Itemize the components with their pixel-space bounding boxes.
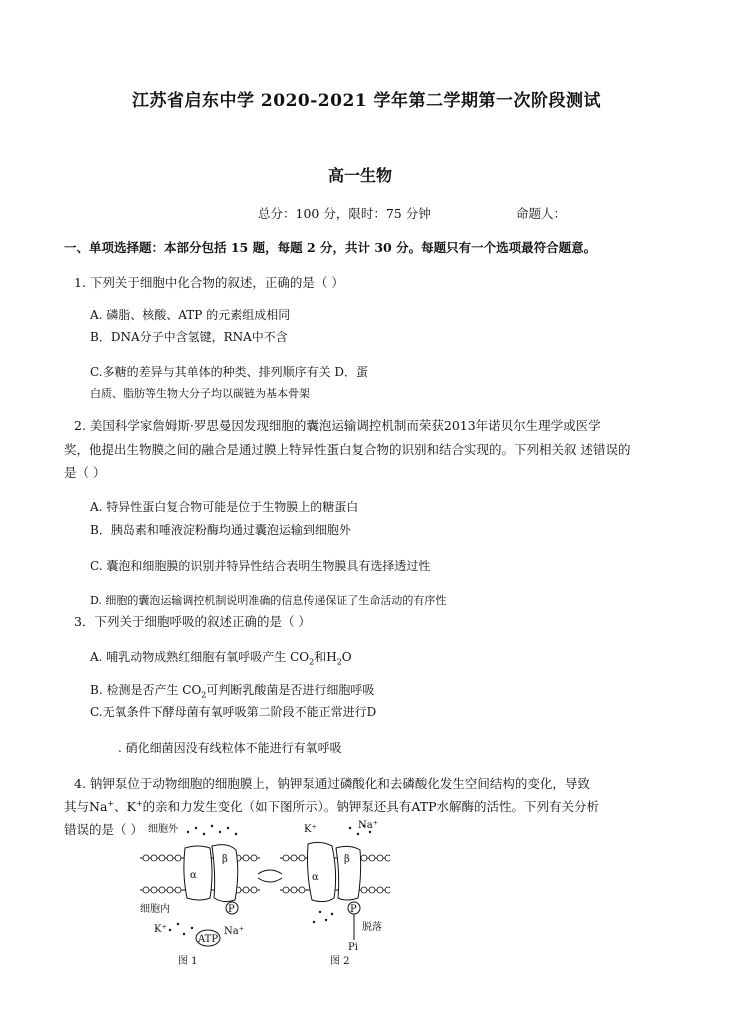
option-b: B．胰岛素和唾液淀粉酶均通过囊泡运输到细胞外	[90, 523, 351, 537]
option-d: . 硝化细菌因没有线粒体不能进行有氧呼吸	[118, 741, 342, 755]
section-heading: 一、单项选择题：本部分包括 15 题，每题 2 分，共计 30 分。每题只有一个选项最符合题意。	[64, 240, 597, 255]
figure-1-caption: 图 1	[178, 956, 198, 967]
option-a: A. 特异性蛋白复合物可能是位于生物膜上的糖蛋白	[90, 500, 359, 514]
fall-off-label: 脱落	[362, 922, 382, 933]
question-stem-line-3: 错误的是（ ）	[64, 822, 143, 837]
na-ion-label: Na⁺	[358, 820, 378, 831]
question-stem-line-1: 2. 美国科学家詹姆斯·罗思曼因发现细胞的囊泡运输调控机制而荣获2013年诺贝尔生理学或医学	[74, 418, 601, 433]
transition-arrow-icon	[258, 870, 282, 874]
option-d: D. 细胞的囊泡运输调控机制说明准确的信息传递保证了生命活动的有序性	[90, 594, 447, 607]
figure-2-caption: 图 2	[330, 956, 350, 967]
beta-label: β	[222, 854, 228, 865]
atp-label: ATP	[198, 934, 219, 945]
option-c: C.多糖的差异与其单体的种类、排列顺序有关 D．蛋	[90, 365, 369, 379]
question-stem-line-1: 4. 钠钾泵位于动物细胞的细胞膜上，钠钾泵通过磷酸化和去磷酸化发生空间结构的变化，导致	[74, 776, 590, 791]
alpha-label: α	[312, 872, 319, 883]
option-b: B. 检测是否产生 $CO_2$可判断乳酸菌是否进行细胞呼吸	[90, 683, 375, 700]
phosphate-label: P	[228, 904, 235, 915]
subject-title: 高一生物	[328, 166, 393, 185]
exam-title: 江苏省启东中学 2020-2021 学年第二学期第一次阶段测试	[132, 91, 602, 111]
pi-label: Pi	[348, 942, 358, 953]
k-ion-label: K⁺	[154, 924, 167, 935]
option-c: C. 囊泡和细胞膜的识别并特异性结合表明生物膜具有选择透过性	[90, 559, 431, 573]
option-c: C.无氧条件下酵母菌有氧呼吸第二阶段不能正常进行D	[90, 705, 377, 719]
question-stem-line-2: 奖，他提出生物膜之间的融合是通过膜上特异性蛋白复合物的识别和结合实现的。下列相关叙 述错误的	[64, 442, 631, 457]
transition-arrow-icon	[258, 878, 282, 882]
question-stem-line-2: 其与Na+、K+的亲和力发生变化（如下图所示）。钠钾泵还具有ATP水解酶的活性。下列有关分析	[64, 798, 599, 814]
alpha-label: α	[190, 870, 197, 881]
inside-label: 细胞内	[140, 904, 170, 915]
sodium-potassium-pump-figure	[140, 818, 390, 968]
k-ion-label: K⁺	[304, 824, 317, 835]
author-label: 命题人：	[516, 206, 567, 221]
outside-label: 细胞外	[148, 824, 178, 835]
beta-label: β	[344, 854, 350, 865]
phosphate-label: P	[350, 904, 357, 915]
option-a: A. 磷脂、核酸、ATP 的元素组成相同	[90, 308, 291, 322]
score-info: 总分：100 分，限时：75 分钟	[258, 206, 431, 221]
question-stem: 3．下列关于细胞呼吸的叙述正确的是（ ）	[74, 614, 311, 629]
option-b: B．DNA分子中含氢键，RNA中不含	[90, 330, 288, 344]
option-a: A. 哺乳动物成熟红细胞有氧呼吸产生 $CO_2$和$H_2O$	[90, 650, 352, 667]
na-ion-label: Na⁺	[224, 926, 244, 937]
question-stem: 1. 下列关于细胞中化合物的叙述，正确的是（ ）	[74, 275, 344, 290]
question-stem-line-3: 是（ ）	[64, 465, 106, 480]
option-d: 白质、脂肪等生物大分子均以碳链为基本骨架	[90, 387, 310, 400]
